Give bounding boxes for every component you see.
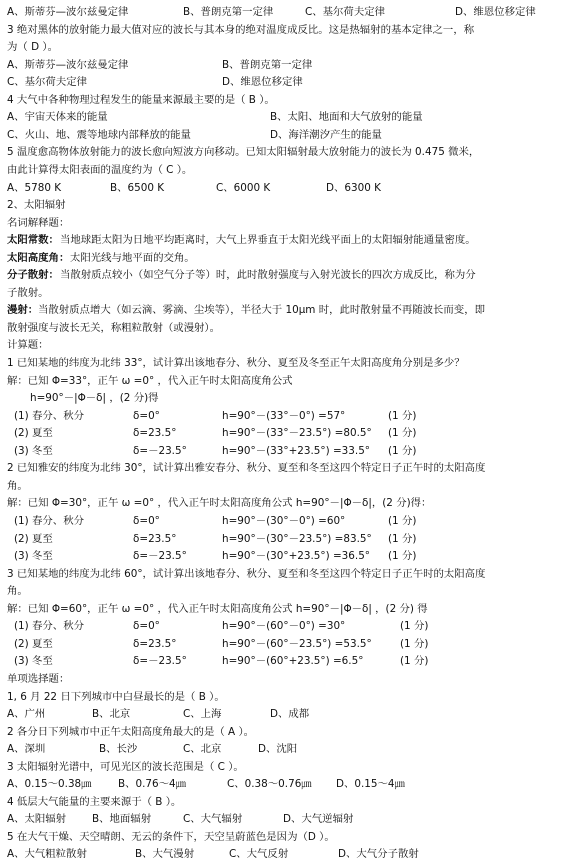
text-segment: 2 各分日下列城市中正午太阳高度角最大的是（ A ）。 [7, 725, 255, 738]
text-segment: D、0.15～4㎛ [336, 778, 405, 791]
line-c2-r1 [0, 515, 572, 528]
line-mc3 [0, 761, 572, 774]
text-segment: A、深圳 [7, 743, 46, 756]
text-segment: B、北京 [92, 708, 131, 720]
line-terms-head [0, 217, 572, 230]
text-segment: (2) 夏至 [14, 427, 53, 440]
text-segment: h=90°－(30°+23.5°) =36.5° [222, 550, 371, 563]
line-c1-sol [0, 375, 572, 388]
term-label: 分子散射： [7, 269, 59, 282]
line-mc2-opts [0, 743, 572, 756]
text-segment: C、6000 K [216, 181, 271, 194]
text-segment: B、地面辐射 [92, 813, 152, 826]
line-term3-l2 [0, 287, 572, 300]
text-segment: h=90°－(30°－23.5°) =83.5° [222, 532, 372, 545]
text-segment: (1 分) [400, 655, 429, 668]
line-calc-head [0, 339, 572, 352]
text-segment: D、沈阳 [258, 743, 298, 756]
text-segment: 名词解释题： [7, 216, 70, 229]
text-segment: 1, 6 月 22 日下列城市中白昼最长的是（ B ）。 [7, 690, 225, 703]
text-segment: 5 在大气干燥、天空晴朗、无云的条件下，天空呈蔚蓝色是因为（D ）。 [7, 830, 335, 843]
line-term3-l1 [0, 269, 572, 282]
text-segment: 角。 [7, 479, 28, 492]
line-c2-sol [0, 497, 572, 510]
term-label: 漫射： [7, 304, 39, 317]
line-mc5-opts [0, 848, 572, 861]
text-segment: h=90°－(33°－23.5°) =80.5° [222, 427, 372, 440]
text-segment: 为（ D ）。 [7, 41, 58, 54]
text-segment: 由此计算得太阳表面的温度约为（ C ）。 [7, 164, 193, 176]
line-q5-l2 [0, 164, 572, 177]
line-q3-opt-cd [0, 76, 572, 89]
text-segment: B、大气漫射 [135, 848, 195, 861]
text-segment: (1) 春分、秋分 [14, 515, 84, 527]
text-segment: B、0.76～4㎛ [118, 778, 187, 791]
text-segment: 计算题： [7, 339, 49, 352]
text-segment: 4 大气中各种物理过程发生的能量来源最主要的是（ B ）。 [7, 93, 275, 106]
text-segment: h=90°－(33°－0°) =57° [222, 409, 346, 422]
text-segment: 散射强度与波长无关，称粗粒散射（或漫射）。 [7, 321, 221, 334]
text-segment: δ=0° [133, 620, 160, 633]
line-mc5 [0, 831, 572, 844]
line-c2-l2 [0, 480, 572, 493]
line-term4-l1 [0, 304, 572, 317]
text-segment: 解：已知 Φ=60°，正午 ω =0° ，代入正午时太阳高度角公式 h=90°－|Φ－δ| ，(2 分) 得 [7, 602, 428, 615]
text-segment: D、大气分子散射 [338, 848, 419, 861]
line-q4-opt-ab [0, 111, 572, 124]
text-segment: 3 绝对黑体的放射能力最大值对应的波长与其本身的绝对温度成反比。这是热辐射的基本定律之一，称 [7, 23, 475, 36]
text-segment: (1 分) [400, 637, 429, 650]
text-segment: (2) 夏至 [14, 532, 53, 545]
line-sec2 [0, 199, 572, 212]
line-c1 [0, 357, 572, 370]
text-segment: (1 分) [388, 427, 417, 440]
text-segment: 角。 [7, 585, 28, 598]
text-segment: 当地球距太阳为日地平均距离时，大气上界垂直于太阳光线平面上的太阳辐射能通量密度。 [60, 234, 476, 247]
line-c3-r3 [0, 655, 572, 668]
text-segment: h=90°－(60°－23.5°) =53.5° [222, 637, 372, 650]
text-segment: (3) 冬至 [14, 655, 53, 668]
term-label: 太阳高度角： [7, 251, 70, 264]
text-segment: A、斯蒂芬—波尔兹曼定律 [7, 58, 129, 71]
text-segment: D、维恩位移定律 [222, 76, 303, 89]
text-segment: C、北京 [183, 743, 222, 756]
text-segment: 5 温度愈高物体放射能力的波长愈向短波方向移动。已知太阳辐射最大放射能力的波长为 0.475 微米， [7, 146, 480, 159]
text-segment: B、长沙 [99, 743, 138, 756]
text-segment: C、基尔荷夫定律 [305, 6, 385, 18]
text-segment: 当散射质点增大（如云滴、雾滴、尘埃等），半径大于 10μm 时，此时散射量不再随波长而变，即 [38, 304, 485, 317]
line-c1-r2 [0, 427, 572, 440]
line-mc4-opts [0, 813, 572, 826]
line-c3-l2 [0, 585, 572, 598]
text-segment: 1 已知某地的纬度为北纬 33°，试计算出该地春分、秋分、夏至及冬至正午太阳高度角分别是多少？ [7, 357, 465, 369]
line-c2-l1 [0, 462, 572, 475]
line-c1-formula [0, 392, 572, 405]
text-segment: (1 分) [388, 550, 417, 563]
text-segment: B、6500 K [110, 181, 165, 194]
text-segment: D、大气逆辐射 [283, 813, 354, 826]
line-q5-l1 [0, 146, 572, 159]
text-segment: C、大气反射 [229, 848, 289, 861]
text-segment: A、斯蒂芬—波尔兹曼定律 [7, 6, 129, 18]
text-segment: δ=23.5° [133, 637, 177, 650]
text-segment: δ=23.5° [133, 532, 177, 545]
line-q4 [0, 94, 572, 107]
line-term4-l2 [0, 322, 572, 335]
text-segment: 解：已知 Φ=30°，正午 ω =0° ，代入正午时太阳高度角公式 h=90°－|Φ－δ|，(2 分)得： [7, 497, 432, 510]
text-segment: D、维恩位移定律 [455, 6, 536, 18]
text-segment: (1 分) [388, 532, 417, 545]
term-label: 太阳常数： [7, 234, 59, 247]
text-segment: B、普朗克第一定律 [222, 58, 313, 71]
line-mc2 [0, 726, 572, 739]
text-segment: δ=－23.5° [133, 550, 187, 563]
line-c2-r2 [0, 533, 572, 546]
text-segment: A、广州 [7, 708, 46, 720]
text-segment: (1 分) [388, 444, 417, 457]
line-c1-r1 [0, 410, 572, 423]
text-segment: D、成都 [270, 708, 310, 720]
text-segment: 单项选择题： [7, 672, 70, 685]
text-segment: A、太阳辐射 [7, 813, 67, 826]
line-mc-head [0, 673, 572, 686]
text-segment: 解：已知 Φ=33°，正午 ω =0° ，代入正午时太阳高度角公式 [7, 374, 293, 387]
line-q4-opt-cd [0, 129, 572, 142]
text-segment: D、6300 K [326, 181, 381, 194]
line-mc4 [0, 796, 572, 809]
text-segment: C、基尔荷夫定律 [7, 76, 87, 89]
line-q5-opts [0, 182, 572, 195]
text-segment: C、火山、地、震等地球内部释放的能量 [7, 128, 191, 141]
text-segment: 当散射质点较小（如空气分子等）时，此时散射强度与入射光波长的四次方成反比，称为分 [60, 269, 476, 282]
line-q3-opt-ab [0, 59, 572, 72]
line-c3-l1 [0, 568, 572, 581]
text-segment: 太阳光线与地平面的交角。 [70, 251, 195, 264]
text-segment: δ=－23.5° [133, 444, 187, 457]
text-segment: C、0.38～0.76㎛ [227, 778, 312, 791]
text-segment: (1 分) [388, 515, 417, 527]
text-segment: (1) 春分、秋分 [14, 409, 84, 422]
text-segment: (1) 春分、秋分 [14, 620, 84, 633]
line-c3-r2 [0, 638, 572, 651]
text-segment: D、海洋潮汐产生的能量 [270, 128, 382, 141]
text-segment: 3 太阳辐射光谱中，可见光区的波长范围是（ C ）。 [7, 760, 244, 773]
text-segment: (2) 夏至 [14, 637, 53, 650]
line-term1 [0, 234, 572, 247]
text-segment: (1 分) [388, 409, 417, 422]
text-segment: A、宇宙天体来的能量 [7, 111, 108, 124]
text-segment: h=90°－(60°－0°) =30° [222, 620, 346, 633]
line-term2 [0, 252, 572, 265]
text-segment: 2 已知雅安的纬度为北纬 30°，试计算出雅安春分、秋分、夏至和冬至这四个特定日子正午时的太阳高度 [7, 462, 486, 475]
line-q2-options [0, 6, 572, 19]
line-mc3-opts [0, 778, 572, 791]
text-segment: (3) 冬至 [14, 444, 53, 457]
line-c3-sol [0, 603, 572, 616]
text-segment: 4 低层大气能量的主要来源于（ B ）。 [7, 795, 182, 808]
text-segment: B、普朗克第一定律 [183, 6, 274, 18]
line-c3-r1 [0, 620, 572, 633]
text-segment: C、大气辐射 [183, 813, 243, 826]
text-segment: h=90°－(60°+23.5°) =6.5° [222, 655, 364, 668]
text-segment: 2、太阳辐射 [7, 199, 66, 212]
text-segment: B、太阳、地面和大气放射的能量 [270, 111, 423, 124]
line-c2-r3 [0, 550, 572, 563]
text-segment: δ=23.5° [133, 427, 177, 440]
text-segment: h=90°－(30°－0°) =60° [222, 515, 346, 527]
text-segment: h=90°－|Φ－δ| ，(2 分)得 [30, 392, 159, 405]
line-q3-l1 [0, 24, 572, 37]
text-segment: (1 分) [400, 620, 429, 633]
text-segment: δ=0° [133, 409, 160, 422]
line-c1-r3 [0, 445, 572, 458]
text-segment: A、大气粗粒散射 [7, 848, 87, 861]
text-segment: A、0.15～0.38㎛ [7, 778, 92, 791]
line-q3-l2 [0, 41, 572, 54]
text-segment: (3) 冬至 [14, 550, 53, 563]
text-segment: δ=0° [133, 515, 160, 527]
text-segment: A、5780 K [7, 181, 62, 194]
text-segment: C、上海 [183, 708, 222, 720]
text-segment: h=90°－(33°+23.5°) =33.5° [222, 444, 371, 457]
line-mc1 [0, 691, 572, 704]
line-mc1-opts [0, 708, 572, 721]
text-segment: δ=－23.5° [133, 655, 187, 668]
text-segment: 3 已知某地的纬度为北纬 60°，试计算出该地春分、秋分、夏至和冬至这四个特定日子正午时的太阳高度 [7, 567, 486, 580]
text-segment: 子散射。 [7, 286, 49, 299]
